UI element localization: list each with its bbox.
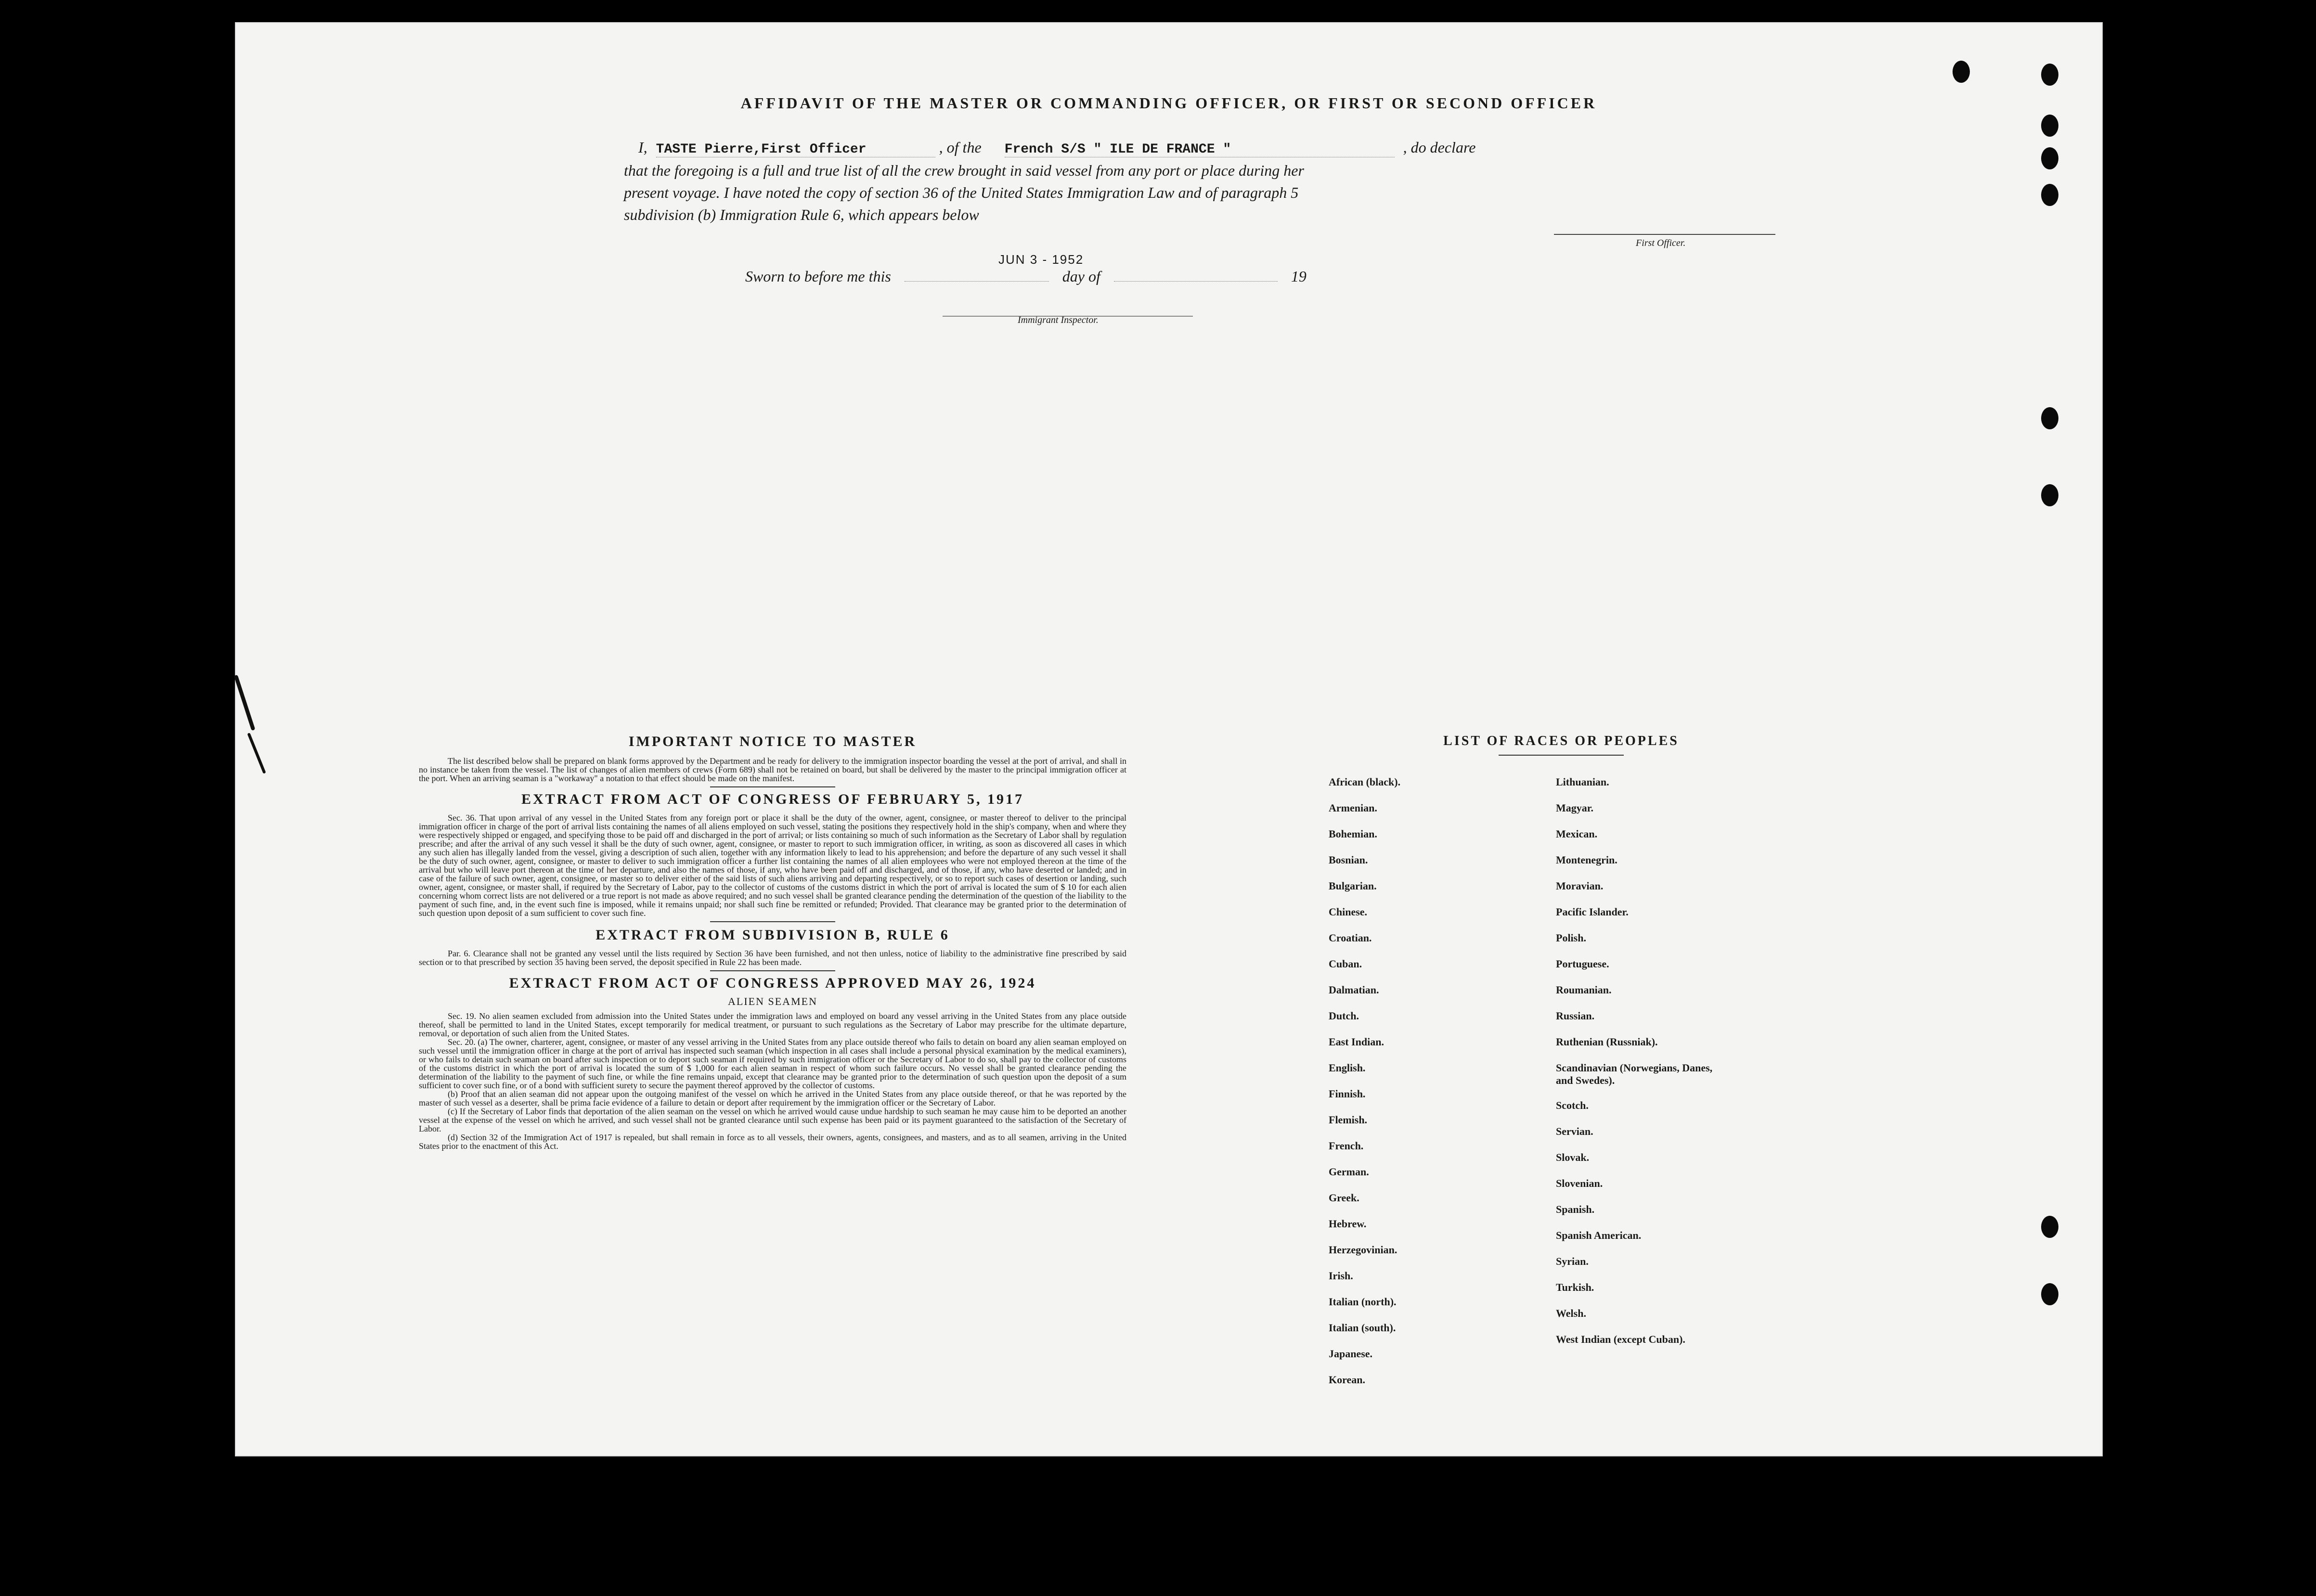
race-item: Welsh. — [1556, 1307, 1586, 1319]
extract-1917-body: Sec. 36. That upon arrival of any vessel in the United States from any foreign port or place it shall be the duty of the owner, agent, consignee, or master thereof to deliver to the principal immigration officer in charge of the port of arrival lists containing the names of all aliens employed on such vessel, stating the positions they respectively hold in the ship's company, when and where they were respectively shipped or engaged, and specifying those to be paid off and discharged in the port of arrival; or lists containing so much of such information as the Secretary of Labor shall by regulation prescribe; and after the arrival of any such vessel it shall be the duty of such owner, agent, consignee, or master to report to such immigration officer, in writing, as soon as discovered all cases in which any such alien has illegally landed from the vessel, giving a description of such alien, together with any information likely to lead to his apprehension; and before the departure of any such vessel it shall be the duty of such owner, agent, consignee, or master to deliver to such immigration officer a further list containing the names of all alien employees who were not employed thereon at the time of the arrival but who will leave port thereon at the time of her departure, and also the names of those, if any, who have been paid off and discharged, and of those, if any, who have deserted or landed; and in case of the failure of such owner, agent, consignee, or master so to deliver either of the said lists of such aliens arriving and departing respectively, or so to report such cases of desertion or landing, such owner, agent, consignee, or master shall, if required by the Secretary of Labor, pay to the collector of customs of the customs district in which the port of arrival is located the sum of $ 10 for each alien concerning whom correct lists are not delivered or a true report is not made as above required; and no such vessel shall be granted clearance pending the determination of the question of the liability to the payment of such fine, and, in the event such fine is imposed, while it remains unpaid; nor shall such fine be remitted or refunded; Provided. That clearance may be granted prior to the determination of such question upon deposit of a sum sufficient to cover such fine. — [419, 813, 1126, 918]
race-item: Servian. — [1556, 1125, 1593, 1137]
notice-body: The list described below shall be prepared on blank forms approved by the Department and be ready for delivery to the immigration inspector boarding the vessel at the port of arrival, and shall in no instance be taken from the vessel. The list of changes of alien members of crews (Form 689) shall not be retained on board, but shall be delivered by the master to the principal immigration officer at the port. When an arriving seaman is a "workaway" a notation to that effect should be made on the manifest. — [419, 756, 1126, 783]
race-item: Syrian. — [1556, 1255, 1589, 1267]
race-item: Chinese. — [1329, 906, 1368, 918]
race-item: Bosnian. — [1329, 854, 1368, 866]
vessel-name: French S/S " ILE DE FRANCE " — [1004, 142, 1231, 157]
divider — [1499, 755, 1624, 756]
officer-label: First Officer. — [1636, 238, 1686, 248]
affidavit-suffix: , do declare — [1403, 139, 1476, 156]
extract-1924-sec19: Sec. 19. No alien seamen excluded from admission into the United States under the immigration laws and employed on board any vessel arriving in the United States from any place outside thereof, shall be permitted to land in the United States, except temporarily for medical treatment, or pursuant to such regulations as the Secretary of Labor may prescribe for the ultimate departure, removal, or deportation of such alien from the United States. — [419, 1011, 1126, 1038]
race-item: Scotch. — [1556, 1099, 1589, 1111]
race-item: Italian (south). — [1329, 1322, 1396, 1334]
extract-1924-sec20c: (c) If the Secretary of Labor finds that deportation of the alien seaman on the vessel on which he arrived would cause undue hardship to such seaman he may cause him to be deported an another vessel at the expense of the vessel on which he arrived, and such vessel shall not be granted clearance until such expense has been paid or its payment guaranteed to the satisfaction of the Secretary of Labor. — [419, 1107, 1126, 1133]
race-item: Cuban. — [1329, 958, 1362, 970]
race-item: Portuguese. — [1556, 958, 1609, 970]
race-item: French. — [1329, 1140, 1364, 1152]
race-item: Japanese. — [1329, 1348, 1373, 1360]
divider — [710, 921, 835, 922]
sworn-line — [745, 268, 1307, 285]
date-stamp: JUN 3 - 1952 — [998, 252, 1084, 267]
race-item: Bulgarian. — [1329, 880, 1377, 892]
affidavit-line-3: present voyage. I have noted the copy of section 36 of the United States Immigration Law and of paragraph 5 — [624, 184, 1299, 201]
affidavit-line-2: that the foregoing is a full and true list of all the crew brought in said vessel from any port or place during her — [624, 162, 1304, 179]
race-item: Finnish. — [1329, 1088, 1366, 1100]
race-item: Roumanian. — [1556, 984, 1612, 996]
race-item: Montenegrin. — [1556, 854, 1617, 866]
punch-hole — [2041, 484, 2058, 506]
extract-1924-sec20a: Sec. 20. (a) The owner, charterer, agent, consignee, or master of any vessel arriving in the United States from any place outside thereof who fails to detain on board any alien seaman employed on such vessel until the immigration officer in charge at the port of arrival has inspected such seaman (which inspection in all cases shall include a personal physical examination by the medical examiners), or who fails to detain such seaman on board after such inspection or to deport such seaman if required by such immigration officer or the Secretary of Labor to do so, shall pay to the collector of customs of the customs district in which the port of arrival is located the sum of $ 1,000 for each alien seaman in respect of whom such failure occurs. No vessel shall be granted clearance pending the determination of the liability to the payment of such fine, or while the fine remains unpaid, except that clearance may be granted prior to the determination of such question upon the deposit of a sum sufficient to cover such fine, or of a bond with sufficient surety to secure the payment thereof approved by the collector of customs. — [419, 1037, 1126, 1090]
races-right-column — [1556, 776, 1729, 1371]
affidavit-of-the: , of the — [939, 139, 982, 156]
extract-1917-title: EXTRACT FROM ACT OF CONGRESS OF FEBRUARY 5, 1917 — [521, 791, 1024, 807]
race-item: Turkish. — [1556, 1281, 1594, 1293]
races-left-column — [1329, 776, 1400, 1400]
affidavit-line-1 — [638, 139, 1475, 157]
race-item: Flemish. — [1329, 1114, 1368, 1126]
sworn-day-of: day of — [1062, 268, 1100, 285]
races-title: LIST OF RACES OR PEOPLES — [1443, 734, 1679, 748]
race-item: Italian (north). — [1329, 1296, 1397, 1308]
sworn-year: 19 — [1291, 268, 1307, 285]
race-item: Irish. — [1329, 1270, 1353, 1282]
race-item: Hebrew. — [1329, 1218, 1367, 1230]
race-item: Scandinavian (Norwegians, Danes, and Swedes). — [1556, 1062, 1713, 1086]
form-sheet — [235, 22, 2103, 1456]
punch-hole — [2041, 407, 2058, 429]
punch-hole — [2041, 147, 2058, 169]
extract-1924-title: EXTRACT FROM ACT OF CONGRESS APPROVED MAY 26, 1924 — [509, 975, 1036, 991]
officer-name-field — [656, 139, 935, 157]
race-item: Spanish. — [1556, 1203, 1595, 1215]
punch-hole — [1953, 61, 1970, 83]
punch-hole — [2041, 64, 2058, 86]
race-item: Spanish American. — [1556, 1229, 1642, 1241]
divider — [710, 970, 835, 971]
race-item: English. — [1329, 1062, 1366, 1074]
race-item: African (black). — [1329, 776, 1401, 788]
sworn-day-field — [905, 281, 1049, 282]
notice-title: IMPORTANT NOTICE TO MASTER — [628, 734, 917, 749]
vessel-name-field — [1005, 139, 1395, 157]
officer-name: TASTE Pierre,First Officer — [656, 142, 867, 157]
race-item: Herzegovinian. — [1329, 1244, 1397, 1256]
punch-hole — [2041, 115, 2058, 137]
extract-1924-subtitle: ALIEN SEAMEN — [728, 995, 817, 1007]
inspector-label: Immigrant Inspector. — [1018, 315, 1099, 325]
race-item: Polish. — [1556, 932, 1586, 944]
race-item: Moravian. — [1556, 880, 1604, 892]
race-item: Mexican. — [1556, 828, 1598, 840]
race-item: Korean. — [1329, 1374, 1365, 1386]
notice-section — [419, 734, 1126, 1150]
race-item: Russian. — [1556, 1010, 1595, 1022]
extract-rule6-title: EXTRACT FROM SUBDIVISION B, RULE 6 — [595, 927, 950, 943]
affidavit-prefix: I, — [638, 139, 647, 156]
sworn-month-field — [1114, 281, 1278, 282]
race-item: Lithuanian. — [1556, 776, 1609, 788]
punch-hole — [2041, 184, 2058, 206]
divider — [710, 786, 835, 787]
race-item: Slovak. — [1556, 1151, 1590, 1163]
race-item: Dutch. — [1329, 1010, 1359, 1022]
race-item: Slovenian. — [1556, 1177, 1603, 1189]
race-item: East Indian. — [1329, 1036, 1384, 1048]
race-item: Croatian. — [1329, 932, 1372, 944]
race-item: German. — [1329, 1166, 1369, 1178]
race-item: Pacific Islander. — [1556, 906, 1629, 918]
race-item: Greek. — [1329, 1192, 1359, 1204]
affidavit-line-4: subdivision (b) Immigration Rule 6, which appears below — [624, 206, 979, 223]
extract-rule6-body: Par. 6. Clearance shall not be granted any vessel until the lists required by Section 36 have been furnished, and not then unless, notice of liability to the administrative fine prescribed by said section or to that prescribed by section 35 having been served, the deposit specified in Rule 22 has been made. — [419, 949, 1126, 967]
affidavit-title: AFFIDAVIT OF THE MASTER OR COMMANDING OFFICER, OR FIRST OR SECOND OFFICER — [740, 94, 1597, 112]
race-item: Magyar. — [1556, 802, 1594, 814]
officer-signature — [1554, 215, 1775, 235]
race-item: Ruthenian (Russniak). — [1556, 1036, 1658, 1048]
punch-hole — [2041, 1283, 2058, 1305]
sworn-prefix: Sworn to before me this — [745, 268, 891, 285]
race-item: Armenian. — [1329, 802, 1377, 814]
race-item: Dalmatian. — [1329, 984, 1379, 996]
extract-1924-sec20b: (b) Proof that an alien seaman did not appear upon the outgoing manifest of the vessel on which he arrived in the United States from any place outside thereof, or that he was reported by the master of such vessel as a deserter, shall be prima facie evidence of a failure to detain or deport after requirement by the immigration officer or the Secretary of Labor. — [419, 1089, 1126, 1107]
extract-1924-sec20d: (d) Section 32 of the Immigration Act of 1917 is repealed, but shall remain in force as to all vessels, their owners, agents, consignees, and masters, and as to all seamen, arriving in the United States prior to the enactment of this Act. — [419, 1133, 1126, 1151]
punch-hole — [2041, 1216, 2058, 1238]
race-item: West Indian (except Cuban). — [1556, 1333, 1685, 1345]
race-item: Bohemian. — [1329, 828, 1377, 840]
